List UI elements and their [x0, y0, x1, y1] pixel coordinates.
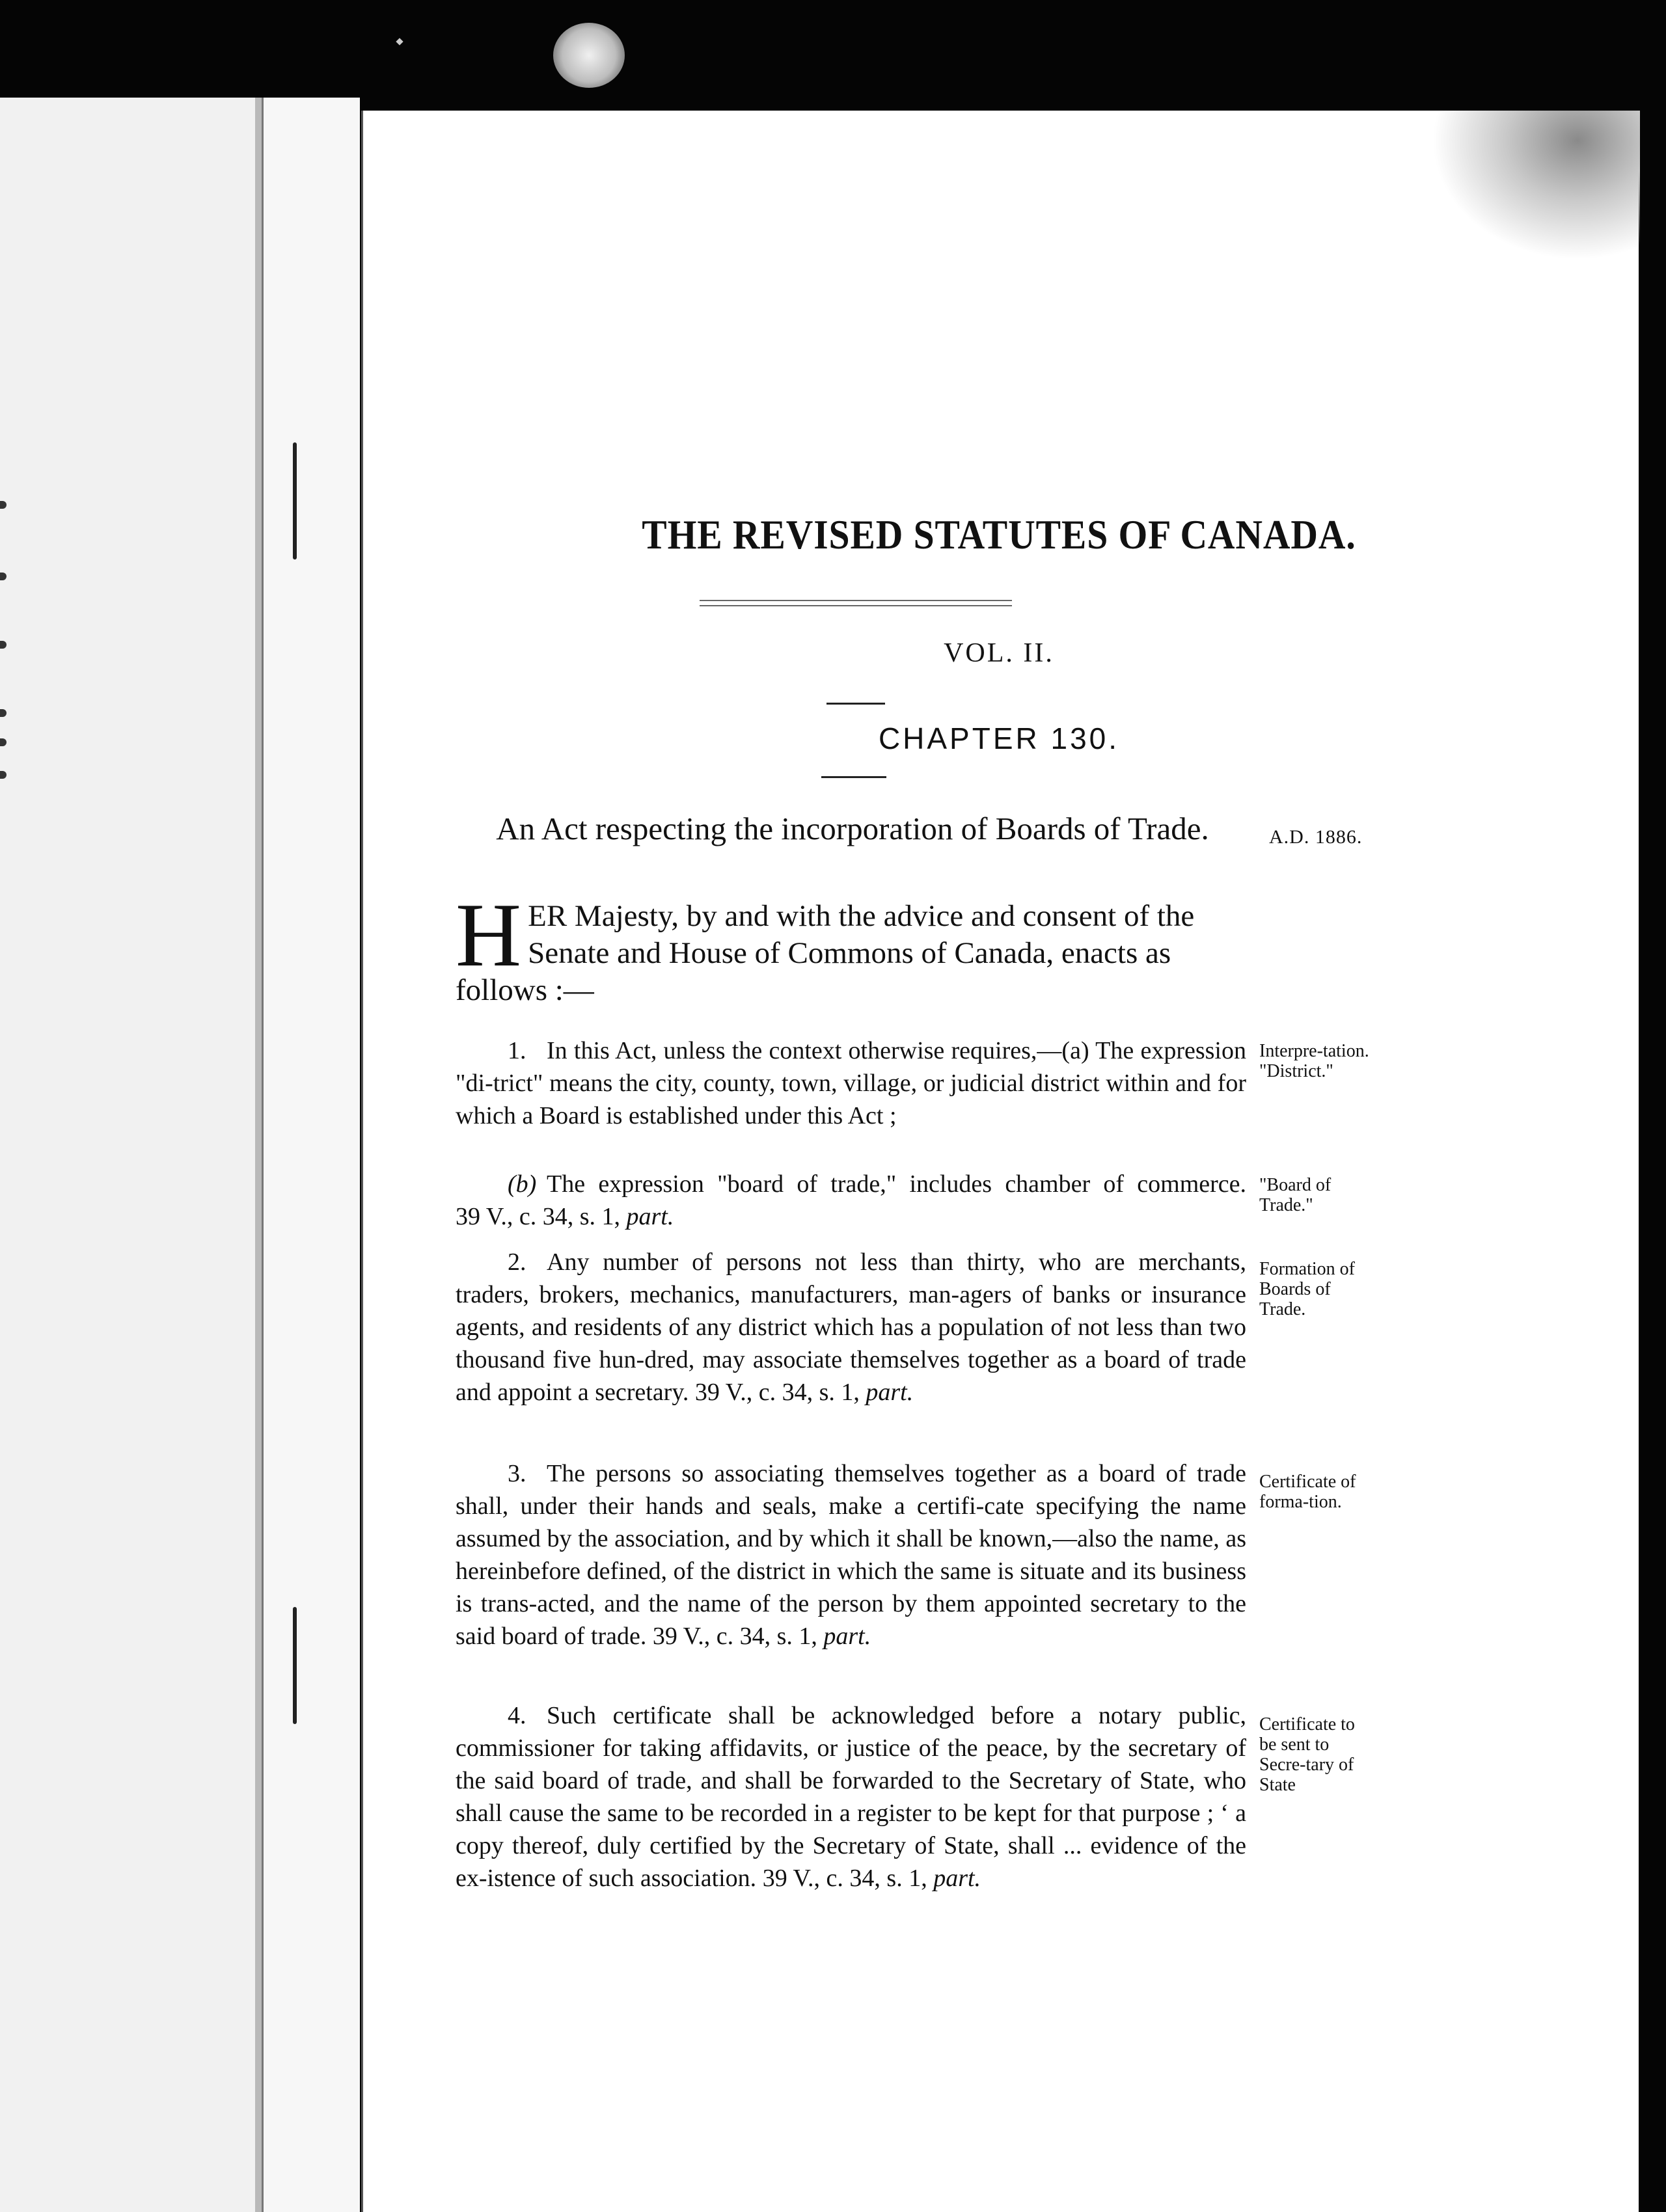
- title-rule: [700, 600, 1012, 606]
- citation-ref: 39 V., c. 34, s. 1,: [652, 1623, 817, 1650]
- enacting-clause: [456, 885, 1246, 1009]
- section-text: The expression "board of trade," includes chamber of commerce.: [547, 1170, 1246, 1198]
- section-3: [456, 1457, 1246, 1652]
- section-1b: [456, 1168, 1246, 1233]
- volume-label: VOL. II.: [944, 638, 1054, 668]
- marginal-note: [1259, 1259, 1376, 1319]
- citation: [763, 1865, 981, 1892]
- document-page: [361, 111, 1639, 2212]
- section-text: The persons so associating themselves together as a board of trade shall, under their hands and seals, make a certifi-cate specifying the name assumed by the association, and by which it shall be known,—also the name, as hereinbefore defined, of the district in which the same is situate and its business is trans-acted, and the name of the person by them appointed secretary to the said board of trade.: [456, 1460, 1246, 1650]
- page-edge-mark: [0, 709, 7, 717]
- section-1: [456, 1034, 1246, 1132]
- act-year: A.D. 1886.: [1269, 826, 1363, 848]
- marginal-note-line: "Board of Trade.": [1259, 1175, 1331, 1215]
- chapter-heading: CHAPTER 130.: [878, 722, 1120, 755]
- section-number: 2.: [508, 1248, 526, 1276]
- marginal-note: [1259, 1472, 1376, 1512]
- section-text: Such certificate shall be acknowledged before a notary public, commissioner for taking affidavits, or justice of the peace, by the secretary of the said board of trade, and shall be forwarded to the Secretary of State, who shall cause the same to be recorded in a register to be kept for that purpose ; ‘ a copy thereof, duly certified by the Secretary of State, shall ... evidence of the ex-istence of such association.: [456, 1702, 1246, 1892]
- enacting-text: ER Majesty, by and with the advice and consent of the Senate and House of Commons of Canada, enacts as follows :—: [456, 899, 1195, 1007]
- section-number: 1.: [508, 1037, 526, 1064]
- marginal-note-line: Certificate of forma-tion.: [1259, 1472, 1356, 1512]
- drop-cap: H: [456, 885, 522, 986]
- marginal-note: [1259, 1041, 1376, 1081]
- citation-ref: 39 V., c. 34, s. 1,: [456, 1203, 621, 1230]
- marginal-note-line: Formation of Boards of Trade.: [1259, 1259, 1355, 1319]
- scan-speck: [396, 38, 403, 45]
- section-2: [456, 1246, 1246, 1409]
- page-edge-mark: [0, 501, 7, 509]
- citation-part: part.: [626, 1203, 674, 1230]
- page-edge-mark: [0, 771, 7, 779]
- citation-ref: 39 V., c. 34, s. 1,: [694, 1379, 860, 1406]
- binding-stitch: [293, 1607, 297, 1724]
- book-gutter: [255, 98, 262, 2212]
- marginal-note-line: "District.": [1259, 1061, 1333, 1081]
- citation: [456, 1203, 674, 1230]
- separator-rule: [826, 703, 885, 705]
- page-corner-damage: [1432, 111, 1640, 260]
- page-edge-mark: [0, 641, 7, 649]
- left-facing-page: [0, 98, 260, 2212]
- section-text: In this Act, unless the context otherwise requires,—(a) The expression "di-trict" means the city, county, town, village, or judicial district within and for which a Board is established under this Act ;: [456, 1037, 1246, 1129]
- citation-ref: 39 V., c. 34, s. 1,: [762, 1865, 927, 1892]
- citation: [695, 1379, 913, 1406]
- marginal-note: [1259, 1714, 1376, 1795]
- scan-artifact: [553, 23, 625, 88]
- section-text: Any number of persons not less than thirty, who are merchants, traders, brokers, mechanics, manufacturers, man-agers of banks or insurance agents, and residents of any district which has a population of not less than two thousand five hun-dred, may associate themselves together as a board of trade and appoint a secretary.: [456, 1248, 1246, 1406]
- section-number: 3.: [508, 1460, 526, 1487]
- binding-strip: [262, 98, 360, 2212]
- page-edge-mark: [0, 573, 7, 580]
- act-title: An Act respecting the incorporation of Boards of Trade.: [496, 811, 1209, 846]
- page-edge-mark: [0, 738, 7, 746]
- marginal-note-line: Certificate to be sent to Secre-tary of State: [1259, 1714, 1355, 1795]
- citation-part: part.: [933, 1865, 981, 1892]
- section-4: [456, 1699, 1246, 1895]
- section-number: (b): [508, 1170, 537, 1198]
- citation-part: part.: [866, 1379, 914, 1406]
- marginal-note: [1259, 1175, 1376, 1215]
- citation-part: part.: [823, 1623, 871, 1650]
- separator-rule: [821, 776, 886, 778]
- section-number: 4.: [508, 1702, 526, 1729]
- binding-stitch: [293, 442, 297, 560]
- page-title: THE REVISED STATUTES OF CANADA.: [642, 511, 1356, 558]
- citation: [653, 1623, 871, 1650]
- marginal-note-line: Interpre-tation.: [1259, 1041, 1369, 1061]
